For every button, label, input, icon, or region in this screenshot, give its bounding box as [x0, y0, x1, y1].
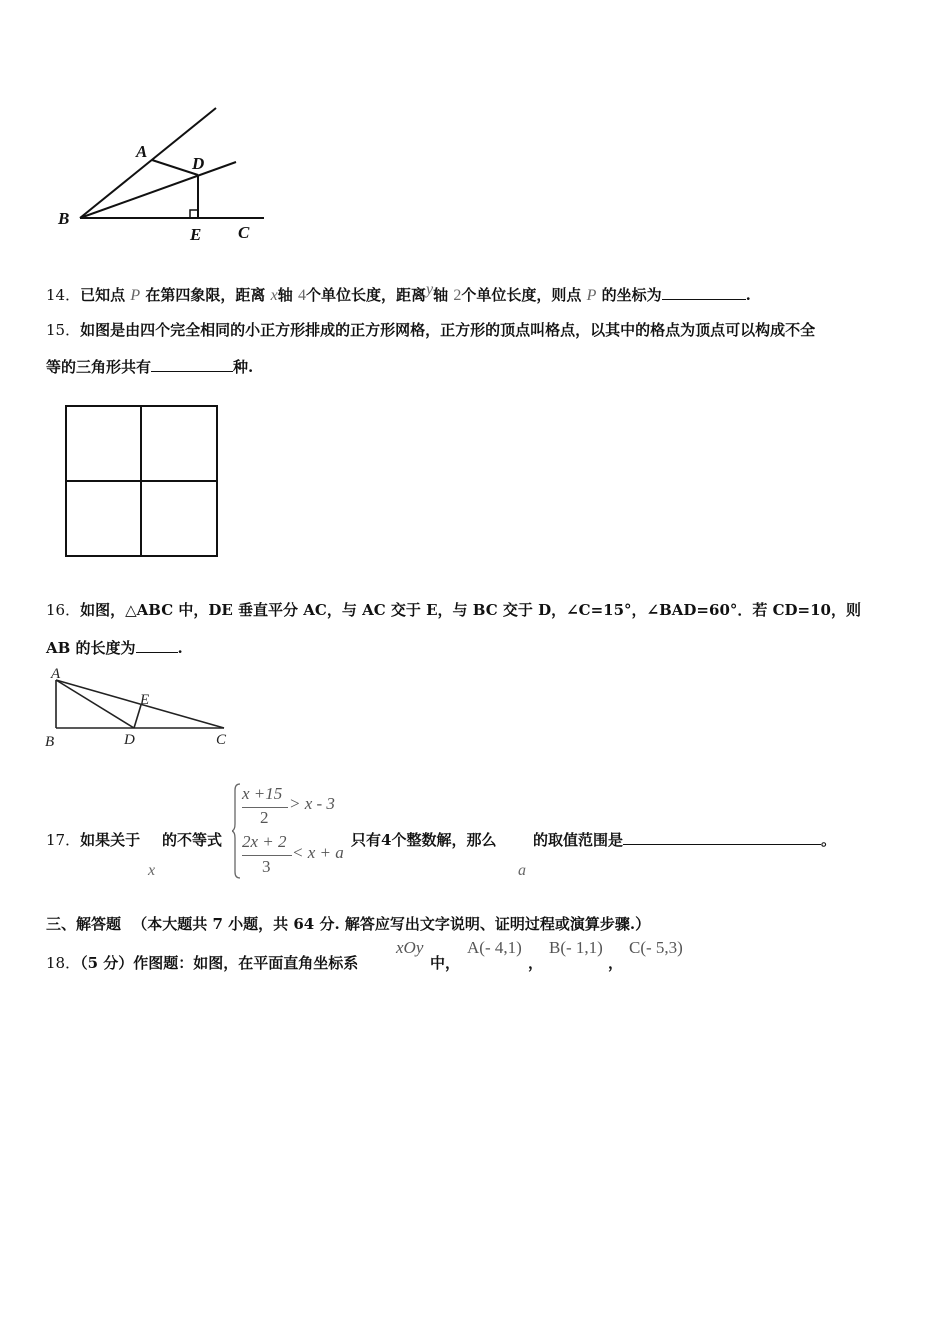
triangle-figure — [40, 664, 240, 754]
q17-text: 的取值范围是 — [533, 831, 624, 849]
q17-text: 。 — [821, 831, 837, 849]
ineq2-denominator: 3 — [262, 857, 271, 876]
q14-text: 个单位长度，则点 — [461, 286, 582, 304]
section-3-heading — [46, 914, 650, 934]
q16-number: 16． — [46, 601, 81, 619]
q15-text: 如图是由四个完全相同的小正方形排成的正方形网格，正方形的顶点叫格点，以其中的格点为顶点可以构成不全 — [80, 321, 816, 339]
question-15-line2 — [46, 357, 253, 377]
q14-text: 已知点 — [80, 286, 126, 304]
q14-num-2: 2 — [453, 287, 462, 304]
q14-var-y: y — [425, 281, 434, 298]
q17-var-a: a — [518, 862, 526, 879]
q15-text: 种. — [233, 358, 254, 376]
ineq2-numerator: 2x + 2 — [242, 832, 287, 851]
q16-text: AB 的长度为 — [46, 639, 136, 657]
q15-number: 15． — [46, 321, 81, 339]
q17-number-four: 4 — [381, 831, 392, 849]
q14-var-x: x — [270, 287, 278, 304]
q15-text: 等的三角形共有 — [46, 358, 152, 376]
q18-number: 18． — [46, 954, 81, 972]
label-a: A — [51, 666, 61, 682]
q14-text: 的坐标为 — [601, 286, 662, 304]
answer-blank[interactable] — [136, 638, 178, 653]
q18-text: （5 分）作图题：如图，在平面直角坐标系 — [80, 954, 359, 972]
section-note: （本大题共 7 小题，共 64 分. 解答应写出文字说明、证明过程或演算步骤.） — [132, 915, 651, 933]
question-18 — [46, 953, 358, 973]
label-c: C — [216, 732, 227, 748]
segment-ad — [56, 680, 134, 728]
segment-de — [134, 705, 141, 728]
q14-text: 在第四象限，距离 — [145, 286, 266, 304]
q17-var-x: x — [148, 862, 156, 879]
answer-blank[interactable] — [623, 830, 821, 845]
q17-text: 的不等式 — [162, 831, 223, 849]
label-e: E — [140, 692, 150, 708]
label-e: E — [190, 225, 202, 244]
label-d: D — [124, 732, 135, 748]
question-17-text — [351, 830, 496, 850]
q16-text: . — [177, 639, 183, 657]
q14-var-p: P — [130, 287, 141, 304]
ineq1-numerator: x +15 — [242, 784, 283, 803]
q17-text: 如果关于 — [80, 831, 141, 849]
ineq1-denominator: 2 — [260, 808, 269, 827]
q14-num-4: 4 — [297, 287, 306, 304]
label-d: D — [192, 154, 205, 173]
angle-figure — [40, 100, 280, 250]
section-title: 三、解答题 — [46, 915, 122, 933]
question-14 — [46, 281, 751, 306]
q14-number: 14． — [46, 286, 81, 304]
answer-blank[interactable] — [151, 357, 233, 372]
q14-var-p: P — [586, 287, 597, 304]
q14-text: . — [745, 286, 751, 304]
question-17-text — [533, 830, 836, 850]
answer-blank[interactable] — [662, 285, 746, 300]
inequality-system — [232, 782, 352, 880]
left-brace — [232, 782, 242, 880]
question-17-text — [162, 830, 222, 850]
ray-bd — [80, 162, 236, 218]
q18-text: 中， — [430, 954, 461, 972]
q17-text: 个整数解，那么 — [391, 831, 497, 849]
q16-text: 如图，△ABC 中，DE 垂直平分 AC，与 AC 交于 E，与 BC 交于 D，∠C=15°，∠BAD=60°．若 CD=10，则 — [80, 601, 861, 619]
ineq2-fraction-bar — [242, 855, 292, 856]
q14-text: 轴 — [277, 286, 293, 304]
q18-comma: ， — [528, 954, 544, 972]
q14-text: 个单位长度，距离 — [305, 286, 426, 304]
ineq2-rhs: < x + a — [292, 843, 344, 862]
q17-number: 17． — [46, 831, 81, 849]
question-17 — [46, 830, 140, 850]
q18-point-c: C(- 5,3) — [629, 938, 683, 957]
label-a: A — [136, 142, 148, 161]
question-16 — [46, 600, 861, 620]
q17-text: 只有 — [351, 831, 382, 849]
square-grid-figure — [60, 400, 225, 562]
q18-point-b: B(- 1,1) — [549, 938, 603, 957]
question-18-text — [430, 953, 460, 973]
label-b: B — [45, 734, 55, 750]
q14-text: 轴 — [433, 286, 449, 304]
label-b: B — [58, 209, 70, 228]
q18-point-a: A(- 4,1) — [467, 938, 522, 957]
right-angle-mark — [190, 210, 198, 218]
q18-xoy: xOy — [396, 938, 424, 957]
question-16-line2 — [46, 638, 183, 658]
label-c: C — [238, 223, 250, 242]
ineq1-rhs: > x - 3 — [289, 794, 335, 813]
q18-comma: ， — [608, 954, 624, 972]
question-15 — [46, 320, 815, 340]
